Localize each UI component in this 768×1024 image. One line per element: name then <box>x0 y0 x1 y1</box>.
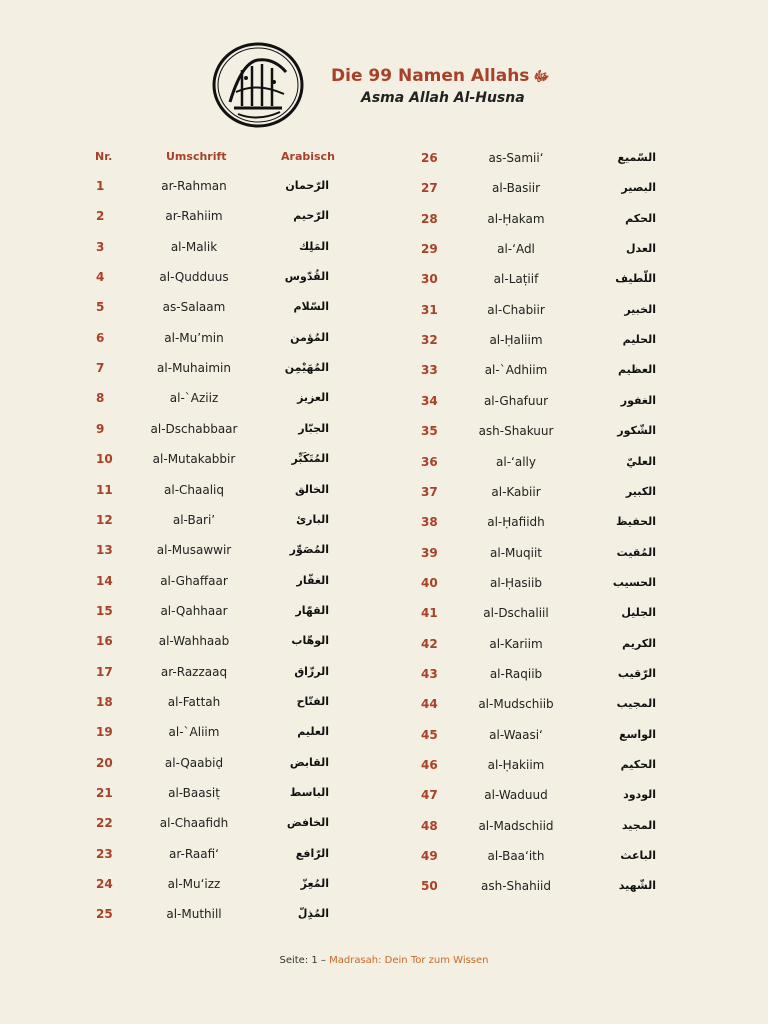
name-transliteration: al-Ḥaliim <box>489 333 543 348</box>
name-arabic: الباعث <box>620 849 656 863</box>
name-number: 10 <box>96 452 113 467</box>
name-number: 46 <box>421 758 438 772</box>
name-number: 11 <box>96 482 113 497</box>
name-number: 37 <box>421 484 438 499</box>
table-row <box>0 788 768 808</box>
page-title <box>331 66 549 88</box>
name-arabic: القابض <box>289 755 329 769</box>
name-transliteration: al-Ghafuur <box>483 393 549 408</box>
name-transliteration: ar-Razzaaq <box>160 664 228 679</box>
name-number: 31 <box>421 302 438 317</box>
name-transliteration: al-Wahhaab <box>158 634 230 649</box>
name-arabic: القُدّوس <box>284 270 329 284</box>
name-number: 36 <box>421 454 438 469</box>
name-transliteration: al-Muthill <box>166 907 222 922</box>
name-arabic: البارئ <box>296 512 329 526</box>
name-transliteration: al-`Adhiim <box>484 363 548 378</box>
name-number: 17 <box>96 664 113 679</box>
table-row <box>0 181 768 201</box>
name-number: 39 <box>421 545 438 560</box>
name-transliteration: al-Baasiṭ <box>168 786 220 800</box>
name-transliteration: al-Mu’min <box>164 330 224 345</box>
name-arabic: الكبير <box>625 484 656 498</box>
name-number: 22 <box>96 816 113 831</box>
name-arabic: العليم <box>297 725 329 739</box>
name-number: 8 <box>96 391 105 406</box>
name-arabic: الرّحيم <box>293 209 329 223</box>
name-transliteration: al-Musawwir <box>156 543 232 558</box>
name-arabic: القهّار <box>295 603 329 617</box>
name-number: 41 <box>421 606 438 621</box>
table-row <box>0 907 768 927</box>
name-transliteration: al-Dschaliil <box>483 606 549 621</box>
name-arabic: الخبير <box>624 302 656 316</box>
table-row <box>0 272 768 292</box>
table-row <box>0 303 768 323</box>
name-transliteration: al-Kabiir <box>491 484 541 499</box>
name-transliteration: al-Qaabiḍ <box>164 755 224 770</box>
name-number: 32 <box>421 333 438 348</box>
name-transliteration: al-Qahhaar <box>160 603 228 618</box>
name-number: 49 <box>421 849 438 864</box>
name-number: 45 <box>421 727 438 742</box>
jalla-jalaluhu-glyph: ﷻ <box>533 69 550 85</box>
header-arabisch: Arabisch <box>281 150 335 163</box>
name-transliteration: al-`Aziiz <box>169 391 219 406</box>
name-number: 30 <box>421 272 438 287</box>
name-transliteration: al-Ḥakam <box>487 211 545 226</box>
name-number: 50 <box>421 879 438 894</box>
name-number: 24 <box>96 877 113 892</box>
table-row <box>0 239 768 262</box>
name-arabic: الغفور <box>620 393 656 407</box>
name-number: 15 <box>96 603 113 618</box>
name-arabic: الشّهيد <box>618 879 656 893</box>
name-number: 18 <box>96 694 113 709</box>
name-transliteration: ar-Rahman <box>161 179 227 193</box>
name-number: 33 <box>421 363 438 378</box>
name-transliteration: ash-Shakuur <box>478 424 554 439</box>
name-transliteration: al-Raqiib <box>489 666 543 681</box>
name-arabic: المُقيت <box>616 545 656 559</box>
name-transliteration: al-Ḥakiim <box>487 758 545 772</box>
name-transliteration: al-Muhaimin <box>157 361 231 376</box>
name-arabic: المُتَكَبِّر <box>291 452 329 466</box>
name-number: 9 <box>96 421 105 436</box>
name-arabic: الخالق <box>294 482 329 496</box>
table-row <box>0 819 768 839</box>
name-number: 28 <box>421 211 438 226</box>
name-number: 27 <box>421 181 438 196</box>
name-transliteration: al-Mudschiib <box>478 697 554 712</box>
table-row <box>0 212 768 232</box>
name-number: 29 <box>421 242 438 257</box>
name-transliteration: al-Waduud <box>484 788 548 803</box>
name-transliteration: al-Ḥafiidh <box>487 515 545 530</box>
name-number: 20 <box>96 755 113 770</box>
table-row <box>0 330 768 353</box>
name-arabic: المجيد <box>621 818 656 832</box>
page-subtitle: Asma Allah Al-Husna <box>361 90 525 106</box>
table-row <box>0 846 768 869</box>
name-transliteration: al-Malik <box>170 239 218 254</box>
name-arabic: الحكم <box>625 211 656 225</box>
name-arabic: الواسع <box>619 727 656 741</box>
name-transliteration: al-Ghaffaar <box>160 573 228 588</box>
name-number: 16 <box>96 634 113 649</box>
table-row <box>0 512 768 535</box>
name-number: 4 <box>96 270 105 285</box>
header-nr: Nr. <box>95 150 113 163</box>
name-arabic: الحكيم <box>620 758 656 771</box>
table-row <box>0 573 768 596</box>
name-transliteration: ar-Raafi‘ <box>168 846 220 861</box>
name-transliteration: al-Basiir <box>491 181 541 196</box>
name-transliteration: al-Mu‘izz <box>167 877 221 892</box>
name-number: 14 <box>96 573 113 588</box>
name-number: 23 <box>96 846 113 861</box>
name-number: 42 <box>421 636 438 651</box>
name-arabic: الخافض <box>286 816 329 830</box>
name-transliteration: ash-Shahiid <box>480 879 552 894</box>
name-transliteration: al-Mutakabbir <box>152 452 236 467</box>
name-transliteration: al-Chaaliq <box>164 482 224 497</box>
name-arabic: الرّافع <box>295 846 329 860</box>
name-transliteration: as-Salaam <box>162 300 226 315</box>
name-number: 3 <box>96 239 105 254</box>
name-arabic: الشّكور <box>617 424 656 438</box>
page-title-text: Die 99 Namen Allahs <box>331 66 530 86</box>
name-arabic: الرّقيب <box>617 666 656 680</box>
name-number: 12 <box>96 512 113 527</box>
basmala-calligraphy-logo <box>212 42 304 128</box>
name-arabic: العزيز <box>297 391 329 405</box>
name-number: 21 <box>96 786 113 800</box>
name-number: 34 <box>421 393 438 408</box>
name-number: 1 <box>96 179 105 193</box>
table-row <box>0 421 768 444</box>
name-arabic: المَلِك <box>298 239 329 253</box>
name-number: 7 <box>96 361 105 376</box>
table-row <box>0 603 768 626</box>
name-arabic: الغفّار <box>296 573 329 587</box>
name-arabic: الفتّاح <box>296 694 329 708</box>
name-number: 25 <box>96 907 113 922</box>
table-row <box>0 363 768 383</box>
table-row <box>0 728 768 748</box>
name-number: 5 <box>96 300 105 315</box>
page-footer <box>0 955 768 966</box>
name-arabic: الباسط <box>289 786 329 799</box>
name-number: 26 <box>421 151 438 165</box>
name-transliteration: al-Laṭiif <box>493 272 539 287</box>
table-row <box>0 755 768 778</box>
name-transliteration: al-‘Adl <box>497 242 535 257</box>
header-umschrift: Umschrift <box>166 150 227 163</box>
name-arabic: الجبّار <box>298 421 329 435</box>
name-number: 2 <box>96 209 105 224</box>
name-transliteration: as-Samii‘ <box>488 151 544 165</box>
table-row <box>0 394 768 414</box>
name-arabic: العليّ <box>626 454 656 468</box>
name-arabic: الرزّاق <box>294 664 329 678</box>
name-transliteration: al-Chaafidh <box>159 816 229 831</box>
name-arabic: الرّحمان <box>285 179 329 192</box>
name-arabic: الحسيب <box>612 575 656 589</box>
name-transliteration: al-Bari’ <box>172 512 216 527</box>
footer-page-number: Seite: 1 – <box>279 955 330 966</box>
name-arabic: العدل <box>625 242 656 256</box>
name-arabic: المجيب <box>616 697 656 711</box>
name-arabic: الحفيظ <box>615 515 656 529</box>
name-number: 19 <box>96 725 113 740</box>
name-number: 47 <box>421 788 438 803</box>
name-number: 6 <box>96 330 105 345</box>
name-transliteration: al-Qudduus <box>159 270 229 285</box>
name-arabic: المُؤمن <box>290 330 329 344</box>
name-number: 13 <box>96 543 113 558</box>
name-transliteration: al-Baa‘ith <box>487 849 545 864</box>
table-row <box>0 879 768 899</box>
name-transliteration: al-Muqiit <box>490 545 542 560</box>
name-arabic: المُذِلّ <box>297 907 329 921</box>
name-arabic: الحليم <box>622 333 656 347</box>
name-arabic: العظيم <box>618 363 656 377</box>
name-number: 38 <box>421 515 438 530</box>
table-row <box>0 546 768 566</box>
name-arabic: المُهَيْمِن <box>284 361 329 375</box>
name-transliteration: al-Kariim <box>489 636 543 651</box>
table-row <box>0 151 768 171</box>
name-transliteration: al-Dschabbaar <box>150 421 238 436</box>
name-arabic: البصير <box>621 181 656 195</box>
name-transliteration: al-Fattah <box>167 694 221 709</box>
name-arabic: الودود <box>623 788 656 802</box>
name-transliteration: al-`Aliim <box>168 725 220 740</box>
name-transliteration: al-Ḥasiib <box>490 575 542 590</box>
table-row <box>0 694 768 717</box>
name-transliteration: al-Madschiid <box>478 818 554 833</box>
name-transliteration: al-‘ally <box>496 454 536 469</box>
name-number: 44 <box>421 697 438 712</box>
name-arabic: الكريم <box>622 636 656 650</box>
name-arabic: الوهّاب <box>291 634 329 648</box>
name-number: 40 <box>421 575 438 590</box>
table-row <box>0 637 768 657</box>
name-arabic: الجليل <box>621 606 656 620</box>
name-transliteration: al-Waasi‘ <box>489 727 543 742</box>
name-arabic: المُعِزّ <box>300 877 329 891</box>
name-number: 43 <box>421 666 438 681</box>
table-row <box>0 482 768 505</box>
name-number: 35 <box>421 424 438 439</box>
table-row <box>0 664 768 687</box>
name-transliteration: al-Chabiir <box>487 302 545 317</box>
table-row <box>0 455 768 475</box>
footer-site-name: Madrasah: Dein Tor zum Wissen <box>329 955 489 966</box>
name-arabic: السّلام <box>293 300 329 314</box>
name-arabic: المُصَوِّر <box>289 543 329 557</box>
name-number: 48 <box>421 818 438 833</box>
name-arabic: اللّطيف <box>615 272 656 286</box>
name-arabic: السّميع <box>617 151 656 164</box>
name-transliteration: ar-Rahiim <box>165 209 223 224</box>
